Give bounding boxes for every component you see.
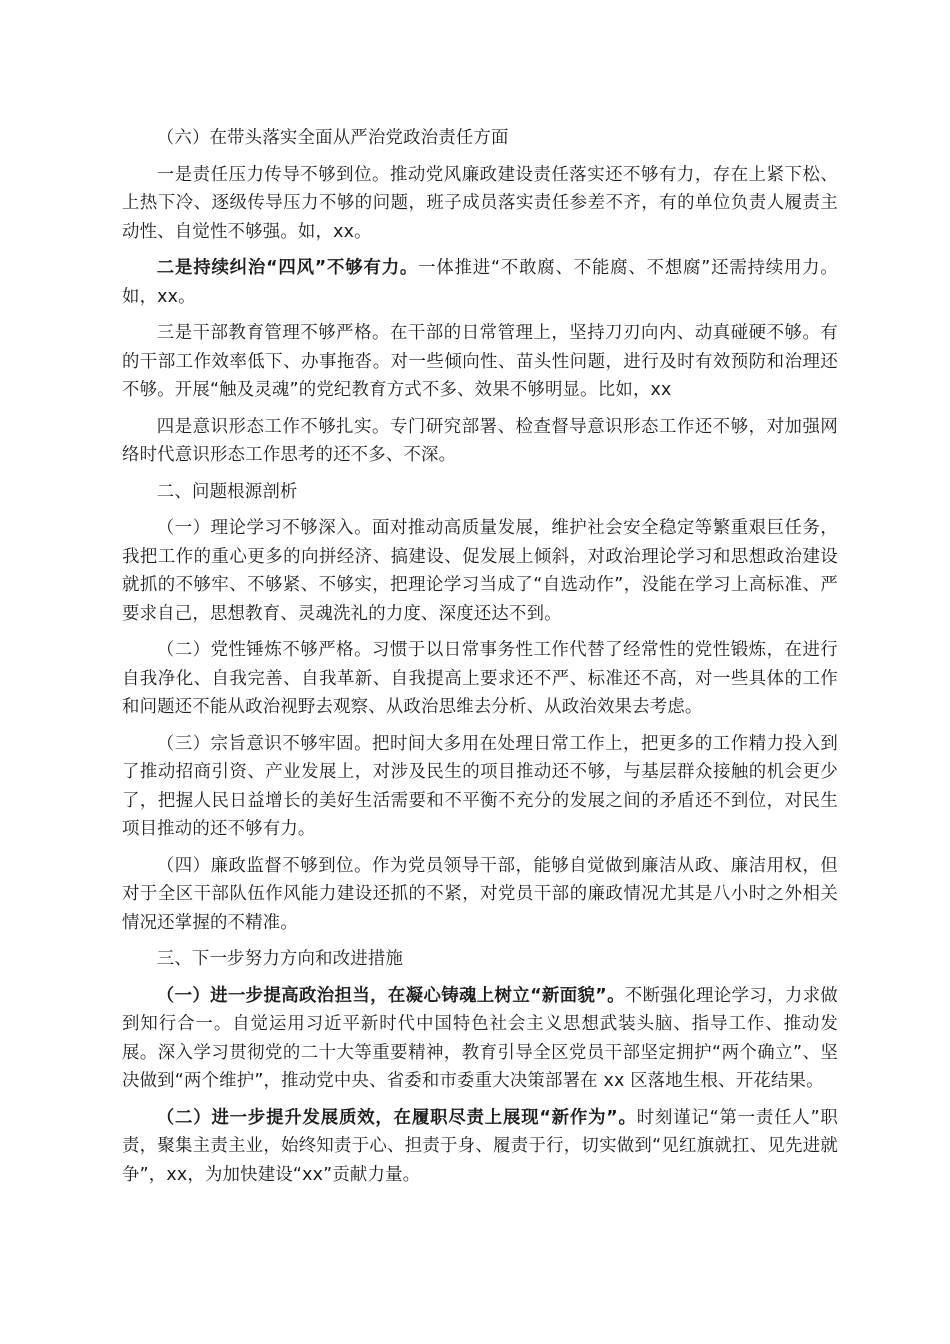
section-2-paragraph-1: （一）理论学习不够深入。面对推动高质量发展，维护社会安全稳定等繁重艰巨任务，我把工作的重心更多的向拼经济、搞建设、促发展上倾斜，对政治理论学习和思想政治建设就抓的不够牢、不够紧、不够实，把理论学习当成了“自选动作”，没能在学习上高标准、严要求自己，思想教育、灵魂洗礼的力度、深度还达不到。: [122, 518, 838, 624]
section-heading-3: 三、下一步努力方向和改进措施: [156, 949, 404, 969]
section-2-paragraph-4: （四）廉政监督不够到位。作为党员领导干部，能够自觉做到廉洁从政、廉洁用权，但对于全区干部队伍作风能力建设还抓的不紧，对党员干部的廉政情况尤其是八小时之外相关情况还掌握的不精准。: [122, 855, 838, 933]
subsection-heading-6: （六）在带头落实全面从严治党政治责任方面: [156, 128, 509, 148]
section-3-paragraph-1-lead: （一）进一步提高政治担当，在凝心铸魂上树立“新面貌”。: [156, 985, 625, 1006]
paragraph-1: 一是责任压力传导不够到位。推动党风廉政建设责任落实还不够有力，存在上紧下松、上热下冷、逐级传导压力不够的问题，班子成员落实责任参差不齐，有的单位负责人履责主动性、自觉性不够强。如，xx。: [122, 164, 838, 242]
section-3-paragraph-1: [122, 982, 838, 1096]
section-heading-2: 二、问题根源剖析: [156, 481, 298, 502]
document-body: [122, 124, 838, 1197]
paragraph-2-lead: 二是持续纠治“四风”不够有力。: [156, 258, 419, 278]
paragraph-3: 三是干部教育管理不够严格。在干部的日常管理上，坚持刀刃向内、动真碰硬不够。有的干部工作效率低下、办事拖沓。对一些倾向性、苗头性问题，进行及时有效预防和治理还不够。开展“触及灵魂”的党纪教育方式不多、效果不够明显。比如，xx: [122, 323, 838, 400]
section-2-paragraph-3: （三）宗旨意识不够牢固。把时间大多用在处理日常工作上，把更多的工作精力投入到了推动招商引资、产业发展上，对涉及民生的项目推动还不够，与基层群众接触的机会更少了，把握人民日益增长的美好生活需要和不平衡不充分的发展之间的矛盾还不到位，对民生项目推动的还不够有力。: [122, 733, 838, 839]
paragraph-2-body: 一体推进“不敢腐、不能腐、不想腐”还需持续用力。如，xx。: [122, 258, 838, 307]
paragraph-2: [122, 254, 838, 311]
section-2-paragraph-2: （二）党性锤炼不够严格。习惯于以日常事务性工作代替了经常性的党性锻炼，在进行自我净化、自我完善、自我革新、自我提高上要求还不严、标准还不高，对一些具体的工作和问题还不能从政治视野去观察、从政治思维去分析、从政治效果去考虑。: [122, 640, 838, 717]
section-3-paragraph-2-lead: （二）进一步提升发展质效，在履职尽责上展现“新作为”。: [156, 1107, 637, 1128]
section-3-paragraph-1-body: 不断强化理论学习，力求做到知行合一。自觉运用习近平新时代中国特色社会主义思想武装头脑、指导工作、推动发展。深入学习贯彻党的二十大等重要精神，教育引导全区党员干部坚定拥护“两个确立”、坚决做到“两个维护”，推动党中央、省委和市委重大决策部署在 xx 区落地生根、开花结果。: [122, 985, 838, 1091]
section-3-paragraph-2: [122, 1104, 838, 1190]
paragraph-4: 四是意识形态工作不够扎实。专门研究部署、检查督导意识形态工作还不够，对加强网络时代意识形态工作思考的还不多、不深。: [122, 416, 838, 465]
section-3-paragraph-2-body: 时刻谨记“第一责任人”职责，聚集主责主业，始终知责于心、担责于身、履责于行，切实做到“见红旗就扛、见先进就争”，xx，为加快建设“xx”贡献力量。: [122, 1107, 838, 1185]
